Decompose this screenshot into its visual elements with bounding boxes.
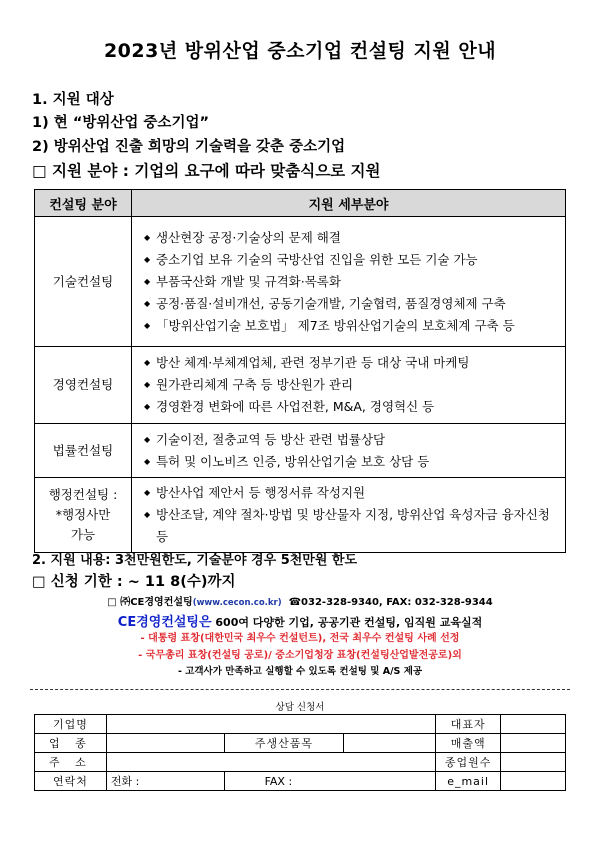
- form-row: [35, 772, 566, 791]
- ceo-label: 대표자: [436, 715, 501, 734]
- employees-field[interactable]: [501, 753, 566, 772]
- cut-line-divider: [30, 689, 570, 690]
- header-consulting-field: 컨설팅 분야: [35, 190, 132, 217]
- target-item-2: 2) 방위산업 진출 희망의 기술력을 갖춘 중소기업: [32, 139, 346, 155]
- form-title: 상담 신청서: [275, 702, 325, 713]
- award-line-2: - 국무총리 표창(컨설팅 공로)/ 중소기업청장 표창(컨설팅산업발전공로)외: [138, 650, 462, 661]
- category-cell: 경영컨설팅: [35, 347, 132, 424]
- form-row: [35, 753, 566, 772]
- table-row: [35, 217, 566, 347]
- consulting-table: [34, 189, 566, 553]
- list-item: ◆ 공정·품질·설비개선, 공동기술개발, 기술협력, 품질경영체제 구축: [144, 293, 559, 315]
- company-name-field[interactable]: [106, 715, 435, 734]
- category-cell: 기술컨설팅: [35, 217, 132, 347]
- service-note: - 고객사가 만족하고 실행할 수 있도록 컨설팅 및 A/S 제공: [177, 666, 423, 677]
- address-field[interactable]: [106, 753, 435, 772]
- company-phone: ☎032-328-9340, FAX: 032-328-9344: [288, 597, 493, 608]
- list-item: ◆ 경영환경 변화에 따른 사업전환, M&A, 경영혁신 등: [144, 396, 559, 418]
- company-url[interactable]: (www.cecon.co.kr): [192, 598, 282, 608]
- company-intro-name: CE경영컨설팅은: [117, 615, 212, 630]
- category-line: *행정사만: [55, 507, 111, 522]
- business-type-field[interactable]: [106, 734, 224, 753]
- list-item: ◆ 생산현장 공정·기술상의 문제 해결: [144, 227, 559, 249]
- table-row: [35, 347, 566, 424]
- main-product-label: 주생산품목: [224, 734, 344, 753]
- detail-cell: [132, 217, 566, 347]
- application-deadline: □ 신청 기한 : ~ 11 8(수)까지: [32, 574, 236, 590]
- main-product-field[interactable]: [344, 734, 436, 753]
- business-type-label: 업 종: [35, 734, 107, 753]
- category-line: 행정컨설팅 :: [48, 487, 118, 502]
- ceo-field[interactable]: [501, 715, 566, 734]
- target-item-1: 1) 현 “방위산업 중소기업”: [32, 115, 209, 131]
- list-item: ◆ 부품국산화 개발 및 규격화·목록화: [144, 271, 559, 293]
- address-label: 주 소: [35, 753, 107, 772]
- category-cell: 법률컨설팅: [35, 424, 132, 478]
- phone-field[interactable]: [106, 772, 224, 791]
- section1-heading: 1. 지원 대상: [32, 92, 114, 108]
- revenue-field[interactable]: [501, 734, 566, 753]
- company-contact-line: [0, 593, 600, 608]
- list-item: ◆ 방산조달, 계약 절차·방법 및 방산물자 지정, 방위산업 육성자금 융자신청 등: [144, 504, 559, 548]
- list-item: ◆ 기술이전, 절충교역 등 방산 관련 법률상담: [144, 429, 559, 451]
- form-row: [35, 734, 566, 753]
- phone-label: 전화 :: [110, 775, 140, 788]
- support-field-heading: □ 지원 분야 : 기업의 요구에 따라 맞춤식으로 지원: [32, 162, 381, 180]
- support-content: 2. 지원 내용: 3천만원한도, 기술분야 경우 5천만원 한도: [32, 553, 358, 568]
- fax-label: FAX :: [264, 774, 293, 788]
- email-label: e_mail: [436, 772, 501, 791]
- page-title: 2023년 방위산업 중소기업 컨설팅 지원 안내: [103, 40, 497, 62]
- email-field[interactable]: [501, 772, 566, 791]
- header-support-detail: 지원 세부분야: [132, 190, 566, 217]
- detail-cell: [132, 424, 566, 478]
- company-name-label: 기업명: [35, 715, 107, 734]
- detail-cell: [132, 347, 566, 424]
- company-intro-line: [0, 611, 600, 630]
- fax-field[interactable]: [224, 772, 436, 791]
- form-row: [35, 715, 566, 734]
- company-name: □ ㈜CE경영컨설팅: [107, 597, 193, 608]
- application-form: [34, 714, 566, 791]
- list-item: ◆ 방산 체계·부체계업체, 관련 정부기관 등 대상 국내 마케팅: [144, 352, 559, 374]
- list-item: ◆ 원가관리체계 구축 등 방산원가 관리: [144, 374, 559, 396]
- table-header-row: [35, 190, 566, 217]
- category-cell: [35, 478, 132, 553]
- revenue-label: 매출액: [436, 734, 501, 753]
- table-row: [35, 478, 566, 553]
- detail-cell: [132, 478, 566, 553]
- category-line: 가능: [70, 527, 96, 542]
- employees-label: 종업원수: [436, 753, 501, 772]
- list-item: ◆ 「방위산업기술 보호법」 제7조 방위산업기술의 보호체계 구축 등: [144, 315, 559, 337]
- list-item: ◆ 방산사업 제안서 등 행정서류 작성지원: [144, 482, 559, 504]
- table-row: [35, 424, 566, 478]
- contact-label: 연락처: [35, 772, 107, 791]
- list-item: ◆ 특허 및 이노비즈 인증, 방위산업기술 보호 상담 등: [144, 451, 559, 473]
- company-intro-text: 600여 다양한 기업, 공공기관 컨설팅, 임직원 교육실적: [211, 616, 483, 629]
- award-line-1: - 대통령 표창(대한민국 최우수 컨설턴트), 전국 최우수 컨설팅 사례 선정: [140, 633, 460, 644]
- list-item: ◆ 중소기업 보유 기술의 국방산업 진입을 위한 모든 기술 가능: [144, 249, 559, 271]
